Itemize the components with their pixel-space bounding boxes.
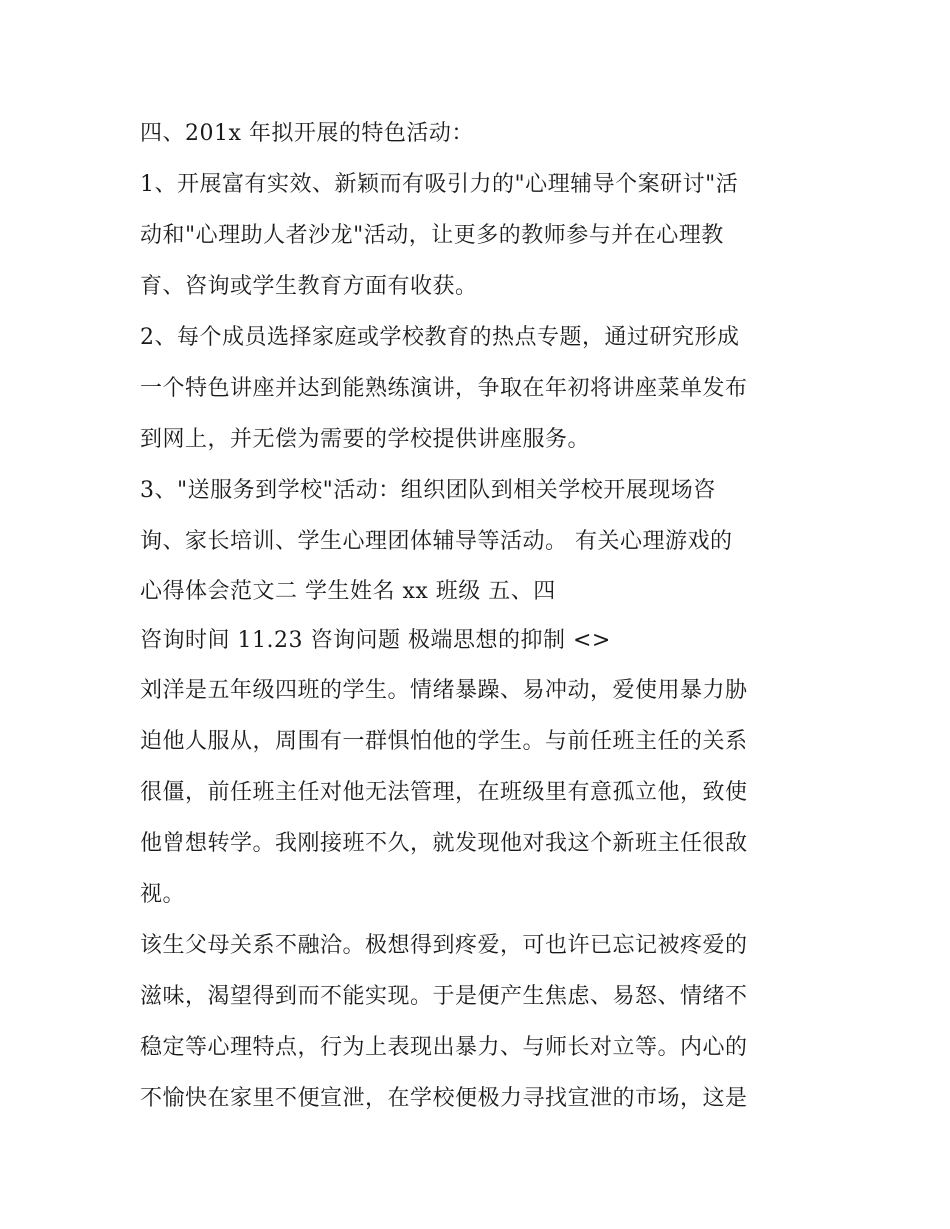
- paragraph-line: 2、每个成员选择家庭或学校教育的热点专题，通过研究形成: [140, 325, 740, 350]
- paragraph-line: 1、开展富有实效、新颖而有吸引力的"心理辅导个案研讨"活: [140, 172, 739, 197]
- paragraph-line: 视。: [140, 882, 186, 907]
- document-body: [140, 108, 820, 1124]
- paragraph-line: 稳定等心理特点，行为上表现出暴力、与师长对立等。内心的: [140, 1035, 748, 1060]
- consultation-info-line: 咨询时间 11.23 咨询问题 极端思想的抑制 <>: [140, 628, 611, 653]
- paragraph-line: 迫他人服从，周围有一群惧怕他的学生。与前任班主任的关系: [140, 729, 748, 754]
- section-heading: 四、201x 年拟开展的特色活动：: [140, 121, 474, 146]
- paragraph-line: 一个特色讲座并达到能熟练演讲，争取在年初将讲座菜单发布: [140, 376, 748, 401]
- paragraph-line: 刘洋是五年级四班的学生。情绪暴躁、易冲动，爱使用暴力胁: [140, 678, 748, 703]
- paragraph-line: 育、咨询或学生教育方面有收获。: [140, 274, 478, 299]
- paragraph-line: 到网上，并无偿为需要的学校提供讲座服务。: [140, 427, 591, 452]
- paragraph-line: 动和"心理助人者沙龙"活动，让更多的教师参与并在心理教: [140, 223, 724, 248]
- paragraph-line: 3、"送服务到学校"活动：组织团队到相关学校开展现场咨: [140, 478, 716, 503]
- paragraph-line: 心得体会范文二 学生姓名 xx 班级 五、四: [140, 579, 556, 604]
- paragraph-line: 很僵，前任班主任对他无法管理，在班级里有意孤立他，致使: [140, 780, 748, 805]
- paragraph-line: 滋味，渴望得到而不能实现。于是便产生焦虑、易怒、情绪不: [140, 984, 748, 1009]
- paragraph-line: 询、家长培训、学生心理团体辅导等活动。 有关心理游戏的: [140, 529, 733, 554]
- paragraph-line: 他曾想转学。我刚接班不久，就发现他对我这个新班主任很敌: [140, 831, 748, 856]
- paragraph-line: 该生父母关系不融洽。极想得到疼爱，可也许已忘记被疼爱的: [140, 933, 748, 958]
- paragraph-line: 不愉快在家里不便宣泄，在学校便极力寻找宣泄的市场，这是: [140, 1086, 748, 1111]
